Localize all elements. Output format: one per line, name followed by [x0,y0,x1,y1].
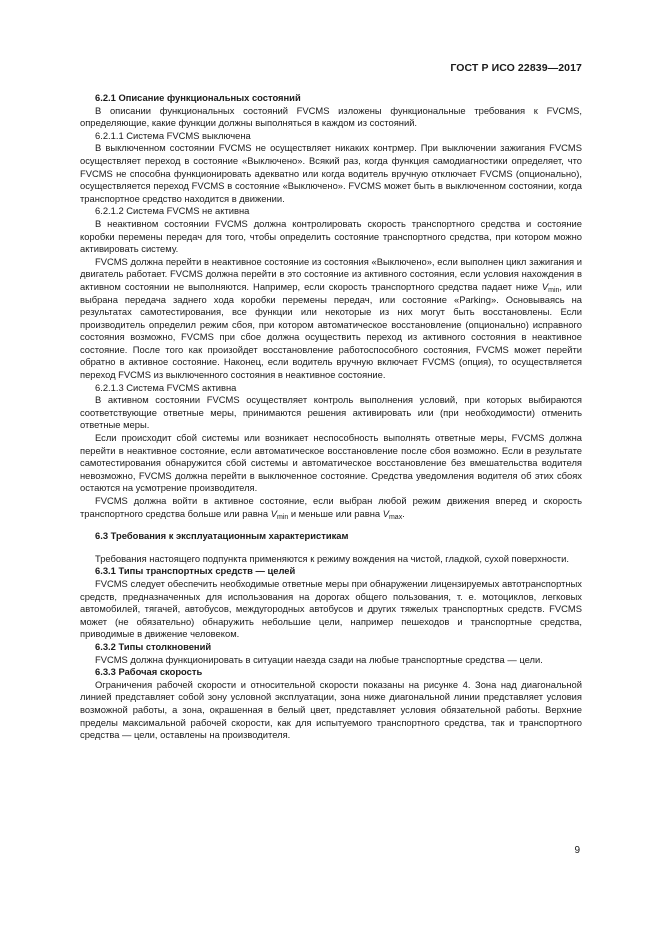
v-symbol: V [270,507,277,519]
paragraph: Требования настоящего подпункта применяются к режиму вождения на чистой, гладкой, сухой поверхности. [95,552,569,564]
text-segment: . [402,507,405,519]
page-number: 9 [574,845,580,856]
paragraph: Если происходит сбой системы или возникает неспособность выполнять ответные меры, FVCMS должна перейти в неактивное состояние, если автоматическое восстановление после сбоя возможно. Если в результате самотестирования обнаружится сбой системы и автоматическое восстановление без вмешательства водителя невозможно, FVCMS должна перейти в выключенное состояние. Средства уведомления водителя об этих сбоях остаются на усмотрение производителя. [80,432,582,494]
subsection-heading-6-2-1-1: 6.2.1.1 Система FVCMS выключена [95,129,251,141]
text-segment: FVCMS должна войти в активное состояние, если выбран любой режим движения вперед и скорость транспортного средства больше или равна [80,495,582,519]
subsection-heading-6-2-1-2: 6.2.1.2 Система FVCMS не активна [95,205,250,217]
paragraph: Ограничения рабочей скорости и относительной скорости показаны на рисунке 4. Зона над диагональной линией представляет собой зону условной эксплуатации, зона ниже диагональной линии представляет условия возможной работы, а зона, окрашенная в белый цвет, представляет условия обязательной работы. Верхние пределы максимальной рабочей скорости, как для испытуемого транспортного средства, так и транспортного средства — цели, оставлены на производителя. [80,678,582,741]
document-body [80,92,582,742]
v-symbol: V [541,280,549,292]
paragraph-with-vmin-vmax [80,495,582,520]
section-heading-6-3: 6.3 Требования к эксплуатационным характеристикам [95,530,349,542]
text-segment: FVCMS должна перейти в неактивное состояние из состояния «Выключено», если выполнен цикл зажигания и двигатель работает. FVCMS должна перейти в это состояние из активного состояния, если условия нахождения в активном состоянии не выполняются. Например, если скорость транспортного средства падает ниже [80,255,582,292]
subsection-heading-6-2-1-3: 6.2.1.3 Система FVCMS активна [95,381,237,393]
document-header: ГОСТ Р ИСО 22839—2017 [450,62,582,74]
min-subscript: min [548,286,560,294]
min-subscript: min [276,513,289,521]
text-segment: и меньше или равна [288,507,383,519]
paragraph: В описании функциональных состояний FVCMS изложены функциональные требования к FVCMS, определяющие, какие функции должны выполняться в каждом из состояний. [80,104,582,129]
section-heading-6-3-1: 6.3.1 Типы транспортных средств — целей [95,565,296,577]
paragraph: FVCMS следует обеспечить необходимые ответные меры при обнаружении лицензируемых автотранспортных средств, предназначенных для использования на дорогах общего пользования, т. е. мотоциклов, легковых автомобилей, тягачей, автобусов, междугородных автобусов и других тяжелых транспортных средств. FVCMS может (не обязательно) обнаружить небольшие цели, например пешеходов и транспортные средства, приводимые в движение человеком. [80,577,582,640]
paragraph: В выключенном состоянии FVCMS не осуществляет никаких контрмер. При выключении зажигания FVCMS осуществляет переход в состояние «Выключено». Всякий раз, когда функция самодиагностики определяет, что FVCMS не способна функционировать адекватно или когда водитель вручную отключает FVCMS (опционально), осуществляется переход FVCMS в состояние «Выключено». FVCMS может быть в выключенном состоянии, когда транспортное средство находится в движении. [80,142,582,204]
text-segment: , или выбрана передача заднего хода коробки перемены передач, или состояние «Parking». Основываясь на результатах самотестирования, все функции или некоторые из них могут быть восстановлены. Если производитель определил режим сбоя, при котором автоматическое восстановление (опционально) исправного состояния возможно, FVCMS при сбое должна осуществить переход из активного состояния в неактивное состояние. После того как произойдет восстановление работоспособного состояния, FVCMS может перейти обратно в активное состояние. Наконец, если водитель вручную включает FVCMS (опция), то осуществляется переход FVCMS из выключенного состояния в неактивное состояние. [80,280,582,381]
paragraph: В неактивном состоянии FVCMS должна контролировать скорость транспортного средства и состояние коробки перемены передач для того, чтобы определить состояние транспортного средства, при котором можно активировать систему. [80,217,582,255]
max-subscript: max [388,513,403,521]
paragraph-with-vmin [80,256,582,382]
paragraph: В активном состоянии FVCMS осуществляет контроль выполнения условий, при которых выбираются соответствующие ответные меры, принимаются решения активировать или (при необходимости) отменить ответные меры. [80,394,582,431]
section-heading-6-3-3: 6.3.3 Рабочая скорость [95,666,203,678]
section-heading-6-2-1: 6.2.1 Описание функциональных состояний [95,92,301,103]
v-symbol: V [382,507,389,519]
paragraph: FVCMS должна функционировать в ситуации наезда сзади на любые транспортные средства — цели. [95,653,543,665]
section-heading-6-3-2: 6.3.2 Типы столкновений [95,640,212,652]
